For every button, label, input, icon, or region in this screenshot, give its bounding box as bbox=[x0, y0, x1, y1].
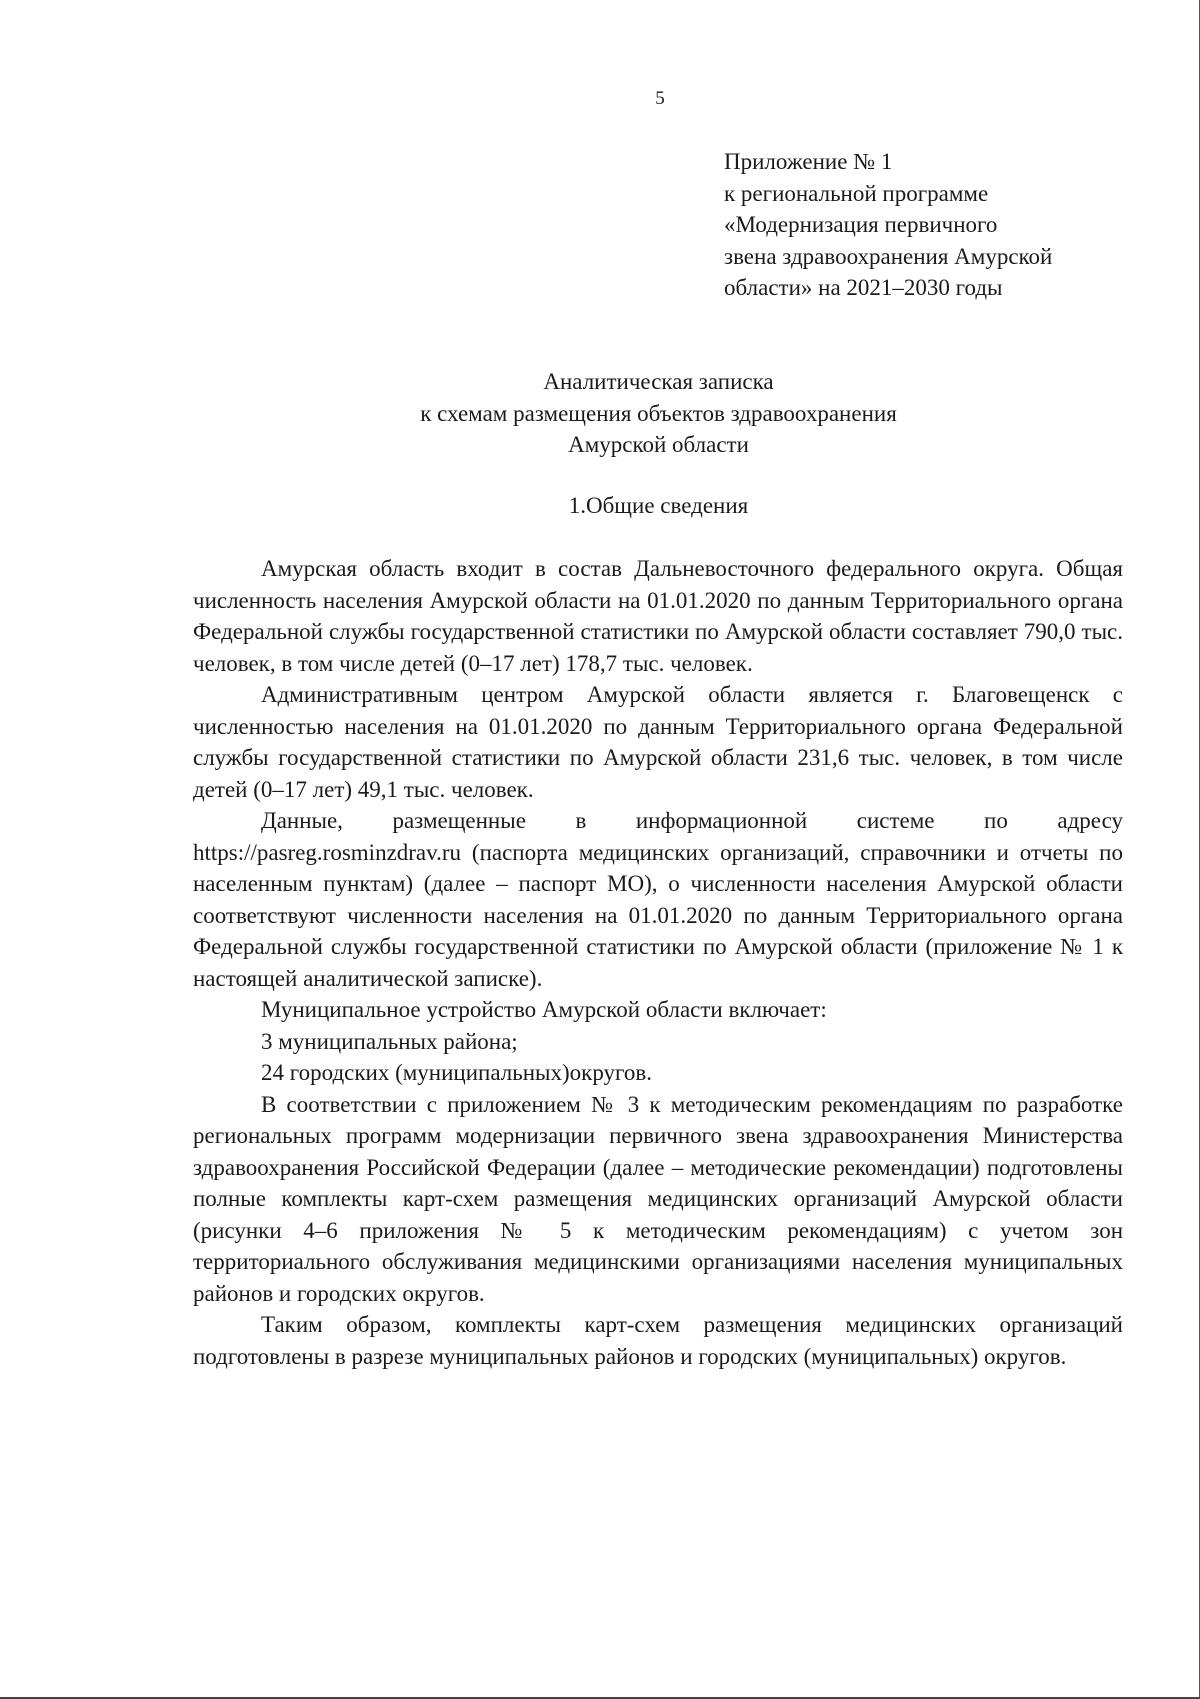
page-number: 5 bbox=[655, 88, 665, 109]
paragraph: 3 муниципальных района; bbox=[261, 1028, 518, 1054]
paragraph: 24 городских (муниципальных)округов. bbox=[261, 1060, 652, 1085]
body-text bbox=[193, 553, 1123, 1372]
appendix-line: к региональной программе bbox=[724, 180, 989, 206]
paragraph: Таким образом, комплекты карт-схем размещения медицинских организаций подготовлены в разрезе муниципальных районов и городских (муниципальных) округов. bbox=[193, 1312, 1123, 1369]
appendix-line: «Модернизация первичного bbox=[724, 212, 998, 237]
appendix-line: звена здравоохранения Амурской bbox=[724, 243, 1053, 269]
appendix-line: области» на 2021–2030 годы bbox=[724, 275, 1003, 300]
title-line: Амурской области bbox=[568, 432, 749, 457]
paragraph: В соответствии с приложением № 3 к методическим рекомендациям по разработке региональных программ модернизации первичного звена здравоохранения Министерства здравоохранения Российской Федерации (далее – методические рекомендации) подготовлены полные комплекты карт-схем размещения медицинских организаций Амурской области (рисунки 4–6 приложения № 5 к методическим рекомендациям) с учетом зон территориального обслуживания медицинскими организациями населения муниципальных районов и городских округов. bbox=[193, 1091, 1123, 1306]
paragraph: Данные, размещенные в информационной системе по адресу https://pasreg.rosminzdrav.ru (паспорта медицинских организаций, справочники и отчеты по населенным пунктам) (далее – паспорт МО), о численности населения Амурской области соответствуют численности населения на 01.01.2020 по данным Территориального органа Федеральной службы государственной статистики по Амурской области (приложение № 1 к настоящей аналитической записке). bbox=[193, 808, 1123, 991]
paragraph: Муниципальное устройство Амурской области включает: bbox=[261, 997, 827, 1022]
paragraph: Административным центром Амурской области является г. Благовещенск с численностью населения на 01.01.2020 по данным Территориального органа Федеральной службы государственной статистики по Амурской области 231,6 тыс. человек, в том числе детей (0–17 лет) 49,1 тыс. человек. bbox=[193, 682, 1123, 802]
appendix-header bbox=[724, 146, 1164, 304]
appendix-line: Приложение № 1 bbox=[724, 149, 893, 174]
title-line: к схемам размещения объектов здравоохранения bbox=[420, 400, 897, 426]
document-title bbox=[190, 366, 1127, 461]
section-heading: 1.Общие сведения bbox=[568, 493, 749, 518]
paragraph: Амурская область входит в состав Дальневосточного федерального округа. Общая численность населения Амурской области на 01.01.2020 по данным Территориального органа Федеральной службы государственной статистики по Амурской области составляет 790,0 тыс. человек, в том числе детей (0–17 лет) 178,7 тыс. человек. bbox=[193, 556, 1123, 676]
title-line: Аналитическая записка bbox=[543, 369, 774, 394]
